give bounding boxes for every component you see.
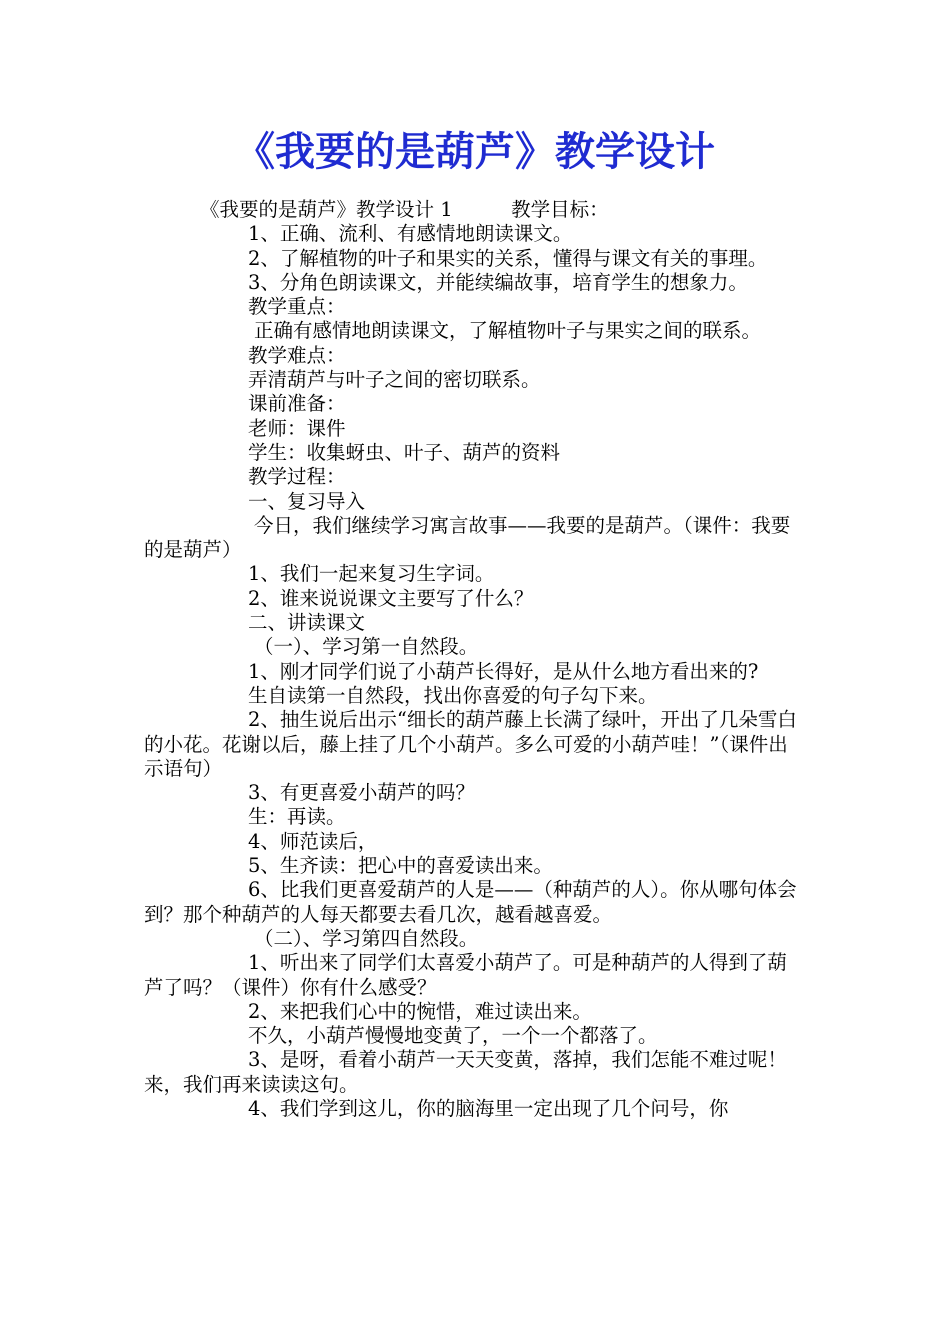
- paragraph: 不久，小葫芦慢慢地变黄了，一个一个都落了。: [248, 1024, 658, 1048]
- paragraph: 1、正确、流利、有感情地朗读课文。: [248, 222, 573, 246]
- paragraph: 3、有更喜爱小葫芦的吗？: [248, 781, 475, 805]
- document-title: 《我要的是葫芦》教学设计: [235, 129, 715, 175]
- paragraph: 2、抽生说后出示“细长的葫芦藤上长满了绿叶，开出了几朵雪白的小花。花谢以后，藤上挂了几个小葫芦。多么可爱的小葫芦哇！”（课件出示语句）: [144, 708, 797, 780]
- paragraph: （一）、学习第一自然段。: [254, 635, 479, 659]
- paragraph: 学生：收集蚜虫、叶子、葫芦的资料: [248, 440, 561, 464]
- paragraph: 1、我们一起来复习生字词。: [248, 562, 495, 586]
- paragraph: 教学过程：: [248, 465, 346, 489]
- paragraph: 教学重点：: [248, 295, 346, 319]
- paragraph: 正确有感情地朗读课文，了解植物叶子与果实之间的联系。: [254, 319, 762, 343]
- paragraph: 4、师范读后，: [248, 829, 378, 853]
- paragraph: 老师：课件: [248, 416, 346, 440]
- paragraph: 5、生齐读：把心中的喜爱读出来。: [248, 854, 553, 878]
- paragraph: 1、听出来了同学们太喜爱小葫芦了。可是种葫芦的人得到了葫芦了吗？（课件）你有什么感受？: [144, 951, 787, 999]
- paragraph: 一、复习导入: [248, 489, 366, 513]
- paragraph: 课前准备：: [248, 392, 346, 416]
- paragraph: 二、讲读课文: [248, 611, 366, 635]
- paragraph: 4、我们学到这儿，你的脑海里一定出现了几个问号，你: [248, 1096, 729, 1120]
- paragraph: 弄清葫芦与叶子之间的密切联系。: [248, 368, 541, 392]
- paragraph: 教学难点：: [248, 343, 346, 367]
- paragraph: 《我要的是葫芦》教学设计 1 教学目标：: [200, 198, 609, 221]
- document-body: [144, 198, 806, 1121]
- paragraph: 2、了解植物的叶子和果实的关系，懂得与课文有关的事理。: [248, 246, 768, 270]
- paragraph: 2、谁来说说课文主要写了什么？: [248, 586, 534, 610]
- paragraph: 2、来把我们心中的惋惜，难过读出来。: [248, 999, 592, 1023]
- paragraph: 3、是呀，看着小葫芦一天天变黄，落掉，我们怎能不难过呢！来，我们再来读读这句。: [144, 1048, 787, 1096]
- paragraph: 6、比我们更喜爱葫芦的人是——（种葫芦的人）。你从哪句体会到？那个种葫芦的人每天都要去看几次，越看越喜爱。: [144, 878, 797, 926]
- paragraph: 3、分角色朗读课文，并能续编故事，培育学生的想象力。: [248, 270, 748, 294]
- paragraph: 1、刚才同学们说了小葫芦长得好，是从什么地方看出来的?: [248, 659, 759, 683]
- paragraph: （二）、学习第四自然段。: [254, 926, 479, 950]
- paragraph: 生：再读。: [248, 805, 346, 829]
- paragraph: 今日，我们继续学习寓言故事——我要的是葫芦。（课件：我要的是葫芦）: [144, 513, 791, 562]
- paragraph: 生自读第一自然段，找出你喜爱的句子勾下来。: [248, 683, 658, 707]
